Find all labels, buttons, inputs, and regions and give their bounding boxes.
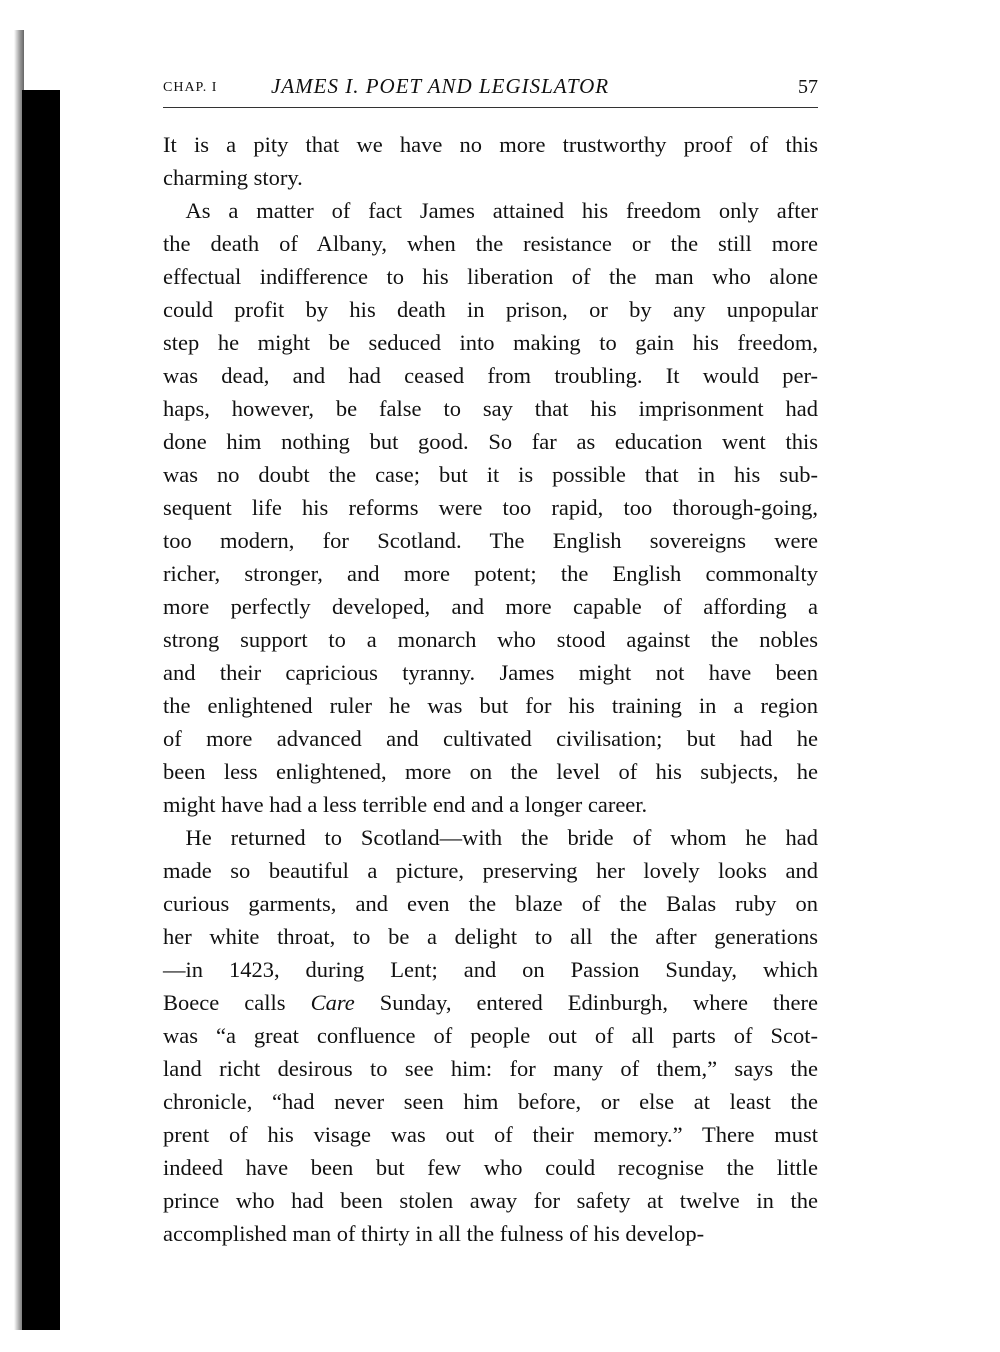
chapter-label: CHAP. I	[163, 80, 218, 95]
text-line: was “a great confluence of people out of all parts of Scot-	[163, 1023, 818, 1048]
text-line: indeed have been but few who could recognise the little	[163, 1155, 818, 1180]
text-line: made so beautiful a picture, preserving her lovely looks and	[163, 858, 818, 883]
book-binding-edge	[22, 90, 60, 1330]
text-line: land richt desirous to see him: for many of them,” says the	[163, 1056, 818, 1081]
text-line: was dead, and had ceased from troubling. It would per-	[163, 363, 818, 388]
text-line: too modern, for Scotland. The English sovereigns were	[163, 528, 818, 553]
text-line: charming story.	[163, 165, 303, 190]
text-line: He returned to Scotland—with the bride of whom he had	[163, 825, 818, 850]
text-line: effectual indifference to his liberation of the man who alone	[163, 264, 818, 289]
header-rule	[163, 107, 818, 108]
text-line: prent of his visage was out of their memory.” There must	[163, 1122, 818, 1147]
text-line: strong support to a monarch who stood against the nobles	[163, 627, 818, 652]
text-line: of more advanced and cultivated civilisation; but had he	[163, 726, 818, 751]
text-line: been less enlightened, more on the level of his subjects, he	[163, 759, 818, 784]
text-line: As a matter of fact James attained his freedom only after	[163, 198, 818, 223]
text-span: Sunday, entered Edinburgh, where there	[354, 990, 818, 1015]
text-line: prince who had been stolen away for safety at twelve in the	[163, 1188, 818, 1213]
text-line: was no doubt the case; but it is possible that in his sub-	[163, 462, 818, 487]
italic-word: Care	[310, 990, 355, 1015]
text-line: chronicle, “had never seen him before, or else at least the	[163, 1089, 818, 1114]
text-line: haps, however, be false to say that his imprisonment had	[163, 396, 818, 421]
running-title: JAMES I. POET AND LEGISLATOR	[271, 74, 610, 98]
running-header	[163, 74, 818, 102]
text-line: her white throat, to be a delight to all the after generations	[163, 924, 818, 949]
text-line: It is a pity that we have no more trustworthy proof of this	[163, 132, 818, 157]
text-line: and their capricious tyranny. James might not have been	[163, 660, 818, 685]
text-line: —in 1423, during Lent; and on Passion Sunday, which	[163, 957, 818, 982]
text-line: step he might be seduced into making to gain his freedom,	[163, 330, 818, 355]
text-line: the enlightened ruler he was but for his training in a region	[163, 693, 818, 718]
page-number: 57	[798, 76, 818, 98]
text-line: more perfectly developed, and more capable of affording a	[163, 594, 818, 619]
text-line: sequent life his reforms were too rapid, too thorough-going,	[163, 495, 818, 520]
text-line: might have had a less terrible end and a longer career.	[163, 792, 648, 817]
text-line: done him nothing but good. So far as education went this	[163, 429, 818, 454]
body-text	[163, 128, 818, 1250]
text-line: could profit by his death in prison, or by any unpopular	[163, 297, 818, 322]
text-line: curious garments, and even the blaze of the Balas ruby on	[163, 891, 818, 916]
text-line: the death of Albany, when the resistance or the still more	[163, 231, 818, 256]
text-line: accomplished man of thirty in all the fulness of his develop-	[163, 1221, 705, 1246]
text-line: richer, stronger, and more potent; the English commonalty	[163, 561, 818, 586]
text-line	[163, 986, 818, 1019]
text-span: Boece calls	[163, 990, 311, 1015]
